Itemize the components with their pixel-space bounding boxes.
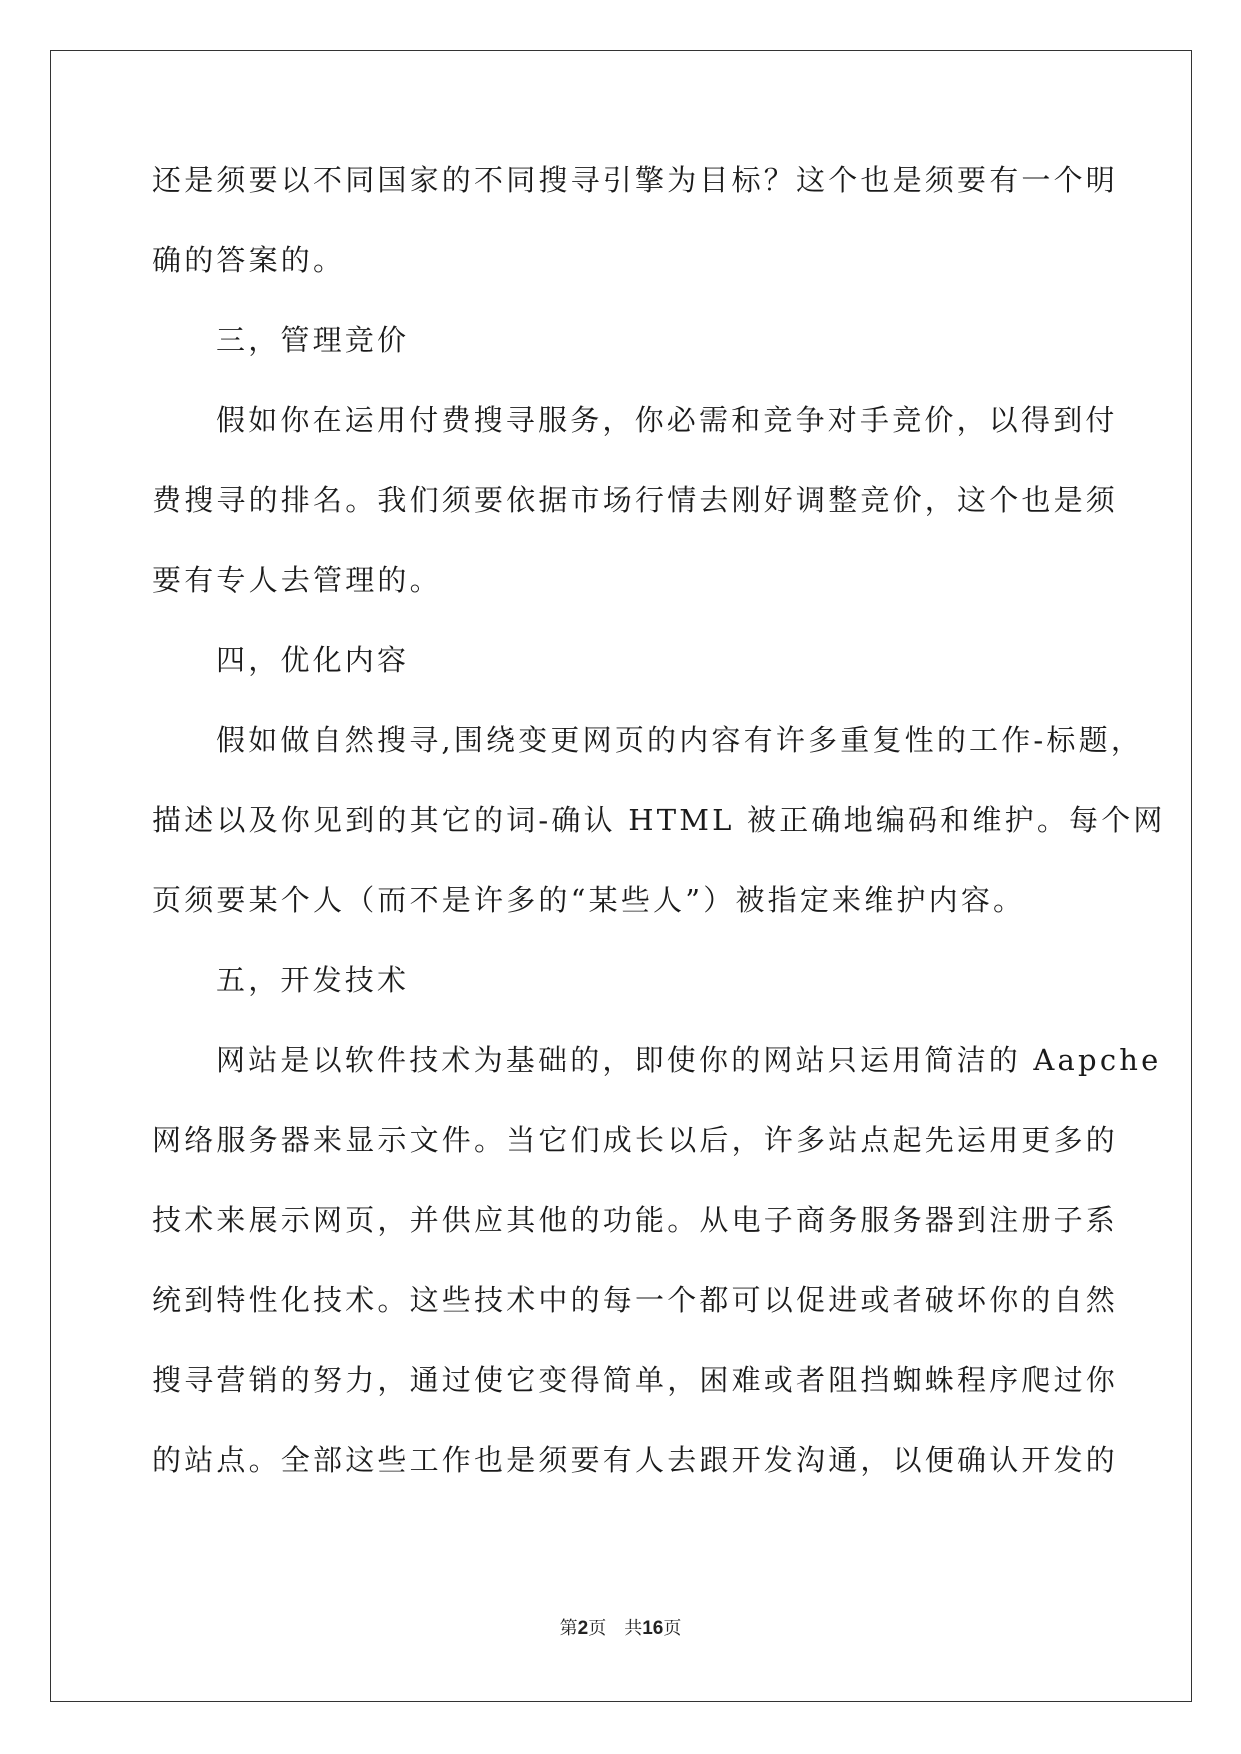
text-line: 网站是以软件技术为基础的，即使你的网站只运用简洁的 Aapche xyxy=(216,1043,1162,1077)
text-line: 假如你在运用付费搜寻服务，你必需和竞争对手竞价，以得到付 xyxy=(216,403,1118,437)
text-line: 的站点。全部这些工作也是须要有人去跟开发沟通，以便确认开发的 xyxy=(152,1443,1119,1477)
text-line: 网络服务器来显示文件。当它们成长以后，许多站点起先运用更多的 xyxy=(152,1123,1119,1157)
text-line: 搜寻营销的努力，通过使它变得简单，困难或者阻挡蜘蛛程序爬过你 xyxy=(152,1363,1119,1397)
document-body xyxy=(152,160,1166,1520)
page-footer xyxy=(0,1618,1241,1640)
page-suffix: 页 xyxy=(588,1618,607,1639)
total-prefix: 共 xyxy=(624,1618,643,1639)
section-heading: 四，优化内容 xyxy=(216,643,410,677)
page-prefix: 第 xyxy=(559,1618,578,1639)
text-line: 假如做自然搜寻,围绕变更网页的内容有许多重复性的工作-标题， xyxy=(216,723,1144,757)
text-line: 还是须要以不同国家的不同搜寻引擎为目标？这个也是须要有一个明 xyxy=(152,163,1119,197)
text-line: 确的答案的。 xyxy=(152,243,346,277)
text-line: 技术来展示网页，并供应其他的功能。从电子商务服务器到注册子系 xyxy=(152,1203,1119,1237)
text-line: 统到特性化技术。这些技术中的每一个都可以促进或者破坏你的自然 xyxy=(152,1283,1119,1317)
text-line: 页须要某个人（而不是许多的“某些人”）被指定来维护内容。 xyxy=(152,883,1026,917)
current-page-number: 2 xyxy=(577,1618,589,1639)
text-line: 费搜寻的排名。我们须要依据市场行情去刚好调整竞价，这个也是须 xyxy=(152,483,1119,517)
total-page-count: 16 xyxy=(642,1618,664,1639)
text-line: 描述以及你见到的其它的词-确认 HTML 被正确地编码和维护。每个网 xyxy=(152,803,1166,837)
total-suffix: 页 xyxy=(663,1618,682,1639)
text-line: 要有专人去管理的。 xyxy=(152,563,442,597)
section-heading: 三，管理竞价 xyxy=(216,323,410,357)
section-heading: 五，开发技术 xyxy=(216,963,410,997)
